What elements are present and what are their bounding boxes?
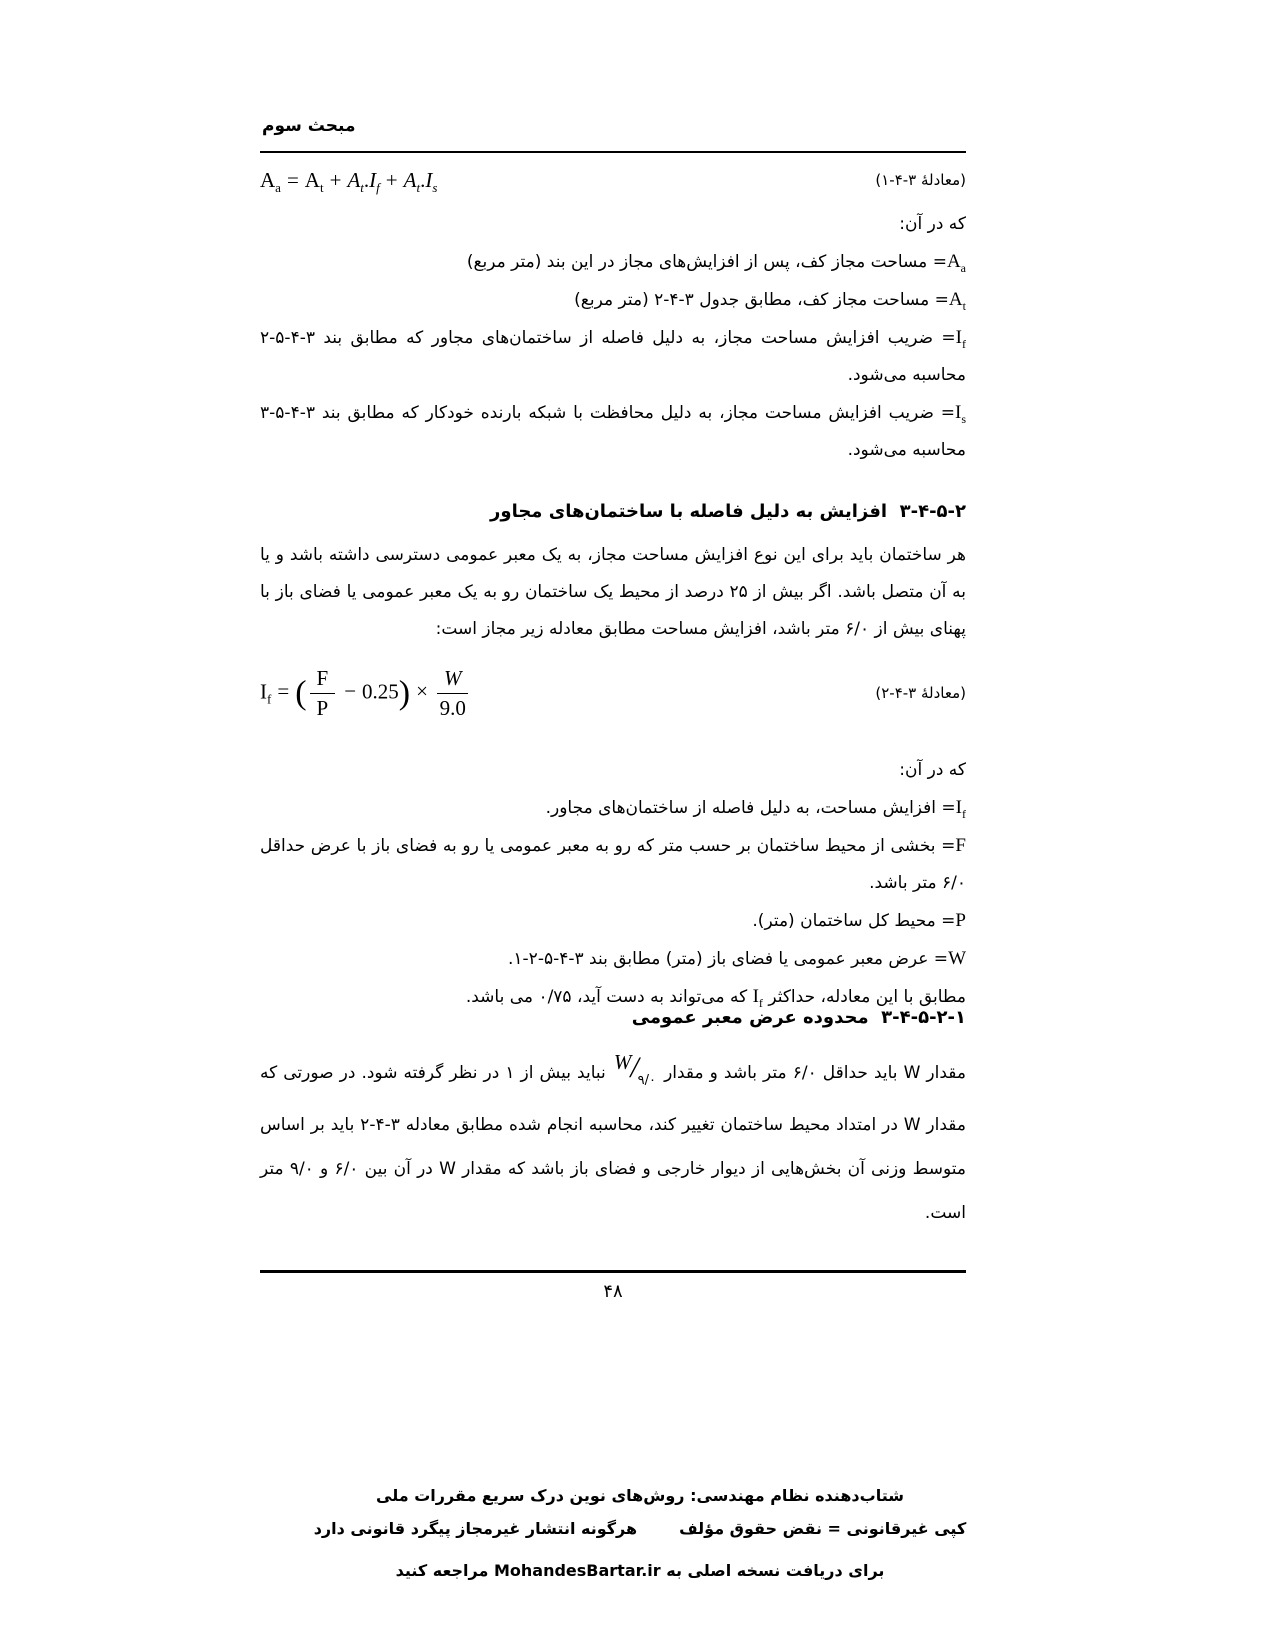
paragraph-text-a: مقدار W باید حداقل ۶/۰ متر باشد و مقدار	[664, 1063, 966, 1083]
open-paren: (	[295, 674, 307, 711]
paragraph-text-b: نباید بیش از ۱ در نظر گرفته شود. در صورتی که مقدار W در امتداد محیط ساختمان تغییر کند، محاسبه انجام شده مطابق معادله ۳-۴-۲ باید بر اساس متوسط وزنی آن بخش‌هایی از دیوار خارجی و فضای باز باشد که مقدار W در آن بین ۶/۰ و ۹/۰ متر است.	[260, 1063, 966, 1223]
fraction-F-over-P: $\frac{F}{P}$	[310, 666, 336, 721]
section-2-number: ۳-۴-۵-۲-۱	[881, 1007, 966, 1028]
section-2-paragraph	[260, 1040, 966, 1235]
header-divider	[260, 151, 966, 153]
variable-If: $I_f$	[752, 986, 763, 1010]
definition-W-text: = عرض معبر عمومی یا فضای باز (متر) مطابق بند ۳-۴-۵-۲-۱.	[507, 949, 949, 969]
close-paren: )	[398, 674, 411, 711]
promo-warning: هرگونه انتشار غیرمجاز پیگرد قانونی دارد	[313, 1519, 638, 1538]
section-1-paragraph: هر ساختمان باید برای این نوع افزایش مساحت مجاز، به یک معبر عمومی دسترسی داشته باشد و یا به آن متصل باشد. اگر بیش از ۲۵ درصد از محیط یک ساختمان رو به یک معبر عمومی یا فضای باز با پهنای بیش از ۶/۰ متر باشد، افزایش مساحت مطابق معادله زیر مجاز است:	[260, 545, 966, 639]
definition-Aa-text: = مساحت مجاز کف، پس از افزایش‌های مجاز در این بند (متر مربع)	[466, 252, 947, 272]
page-number: ۴۸	[603, 1281, 623, 1302]
equation-1-label: (معادلهٔ ۳-۴-۱)	[875, 171, 966, 189]
variable-F: F	[955, 835, 966, 856]
section-1-heading	[260, 501, 966, 522]
definition-If-text: = ضریب افزایش مساحت مجاز، به دلیل فاصله از ساختمان‌های مجاور که مطابق بند ۳-۴-۵-۲ محاسبه می‌شود.	[260, 328, 966, 385]
definition-P	[260, 902, 966, 940]
promo-line-3	[260, 1561, 1020, 1580]
chapter-title: مبحث سوم	[262, 116, 356, 136]
promo-line-1: شتاب‌دهنده نظام مهندسی: روش‌های نوین درک سریع مقررات ملی	[376, 1486, 904, 1505]
variable-At: $A_t$	[948, 289, 966, 313]
promo-copyright: کپی غیرقانونی = نقض حقوق مؤلف	[679, 1519, 967, 1538]
definition-Is-text: = ضریب افزایش مساحت مجاز، به دلیل محافظت با شبکه بارنده خودکار که مطابق بند ۳-۴-۵-۳ محاسبه می‌شود.	[260, 403, 966, 460]
definition-If2	[260, 789, 966, 827]
footer-divider	[260, 1270, 966, 1273]
note-text-before: مطابق با این معادله، حداکثر	[768, 987, 966, 1007]
definition-If	[260, 319, 966, 394]
definition-At-text: = مساحت مجاز کف، مطابق جدول ۳-۴-۲ (متر مربع)	[574, 290, 949, 310]
definition-P-text: = محیط کل ساختمان (متر).	[752, 911, 956, 931]
equation-2: $I_f$ = ( $\frac{F}{P}$ − 0.25) × $\frac{W}{9.0}$	[260, 666, 471, 721]
variable-Is: $I_s$	[955, 402, 966, 426]
note-text-after: که می‌تواند به دست آید، ۰/۷۵ می باشد.	[465, 987, 748, 1007]
definition-W	[260, 940, 966, 978]
definition-At	[260, 281, 966, 319]
equation-1: $A_a = A_t + A_t.I_f + A_t.I_s$	[260, 167, 438, 195]
section-2-heading	[260, 1007, 966, 1028]
promo-line-2	[260, 1519, 1020, 1538]
promo-site-suffix: مراجعه کنید	[395, 1561, 489, 1580]
definition-F-text: = بخشی از محیط ساختمان بر حسب متر که رو به معبر عمومی یا رو به فضای باز با عرض حداقل ۶/۰ متر باشد.	[260, 836, 966, 893]
definition-If2-text: = افزایش مساحت، به دلیل فاصله از ساختمان‌های مجاور.	[545, 798, 956, 818]
fraction-W-over-9: $\frac{W}{9.0}$	[437, 666, 469, 721]
variable-Aa: $A_a$	[946, 251, 966, 275]
definition-Aa	[260, 243, 966, 281]
promo-site-prefix: برای دریافت نسخه اصلی به	[666, 1561, 885, 1580]
variable-P: P	[955, 910, 966, 931]
site-name: MohandesBartar.ir	[493, 1561, 661, 1580]
variable-W: W	[948, 948, 966, 969]
section-1-title: افزایش به دلیل فاصله با ساختمان‌های مجاور	[490, 501, 888, 522]
variable-If: $I_f$	[955, 327, 966, 351]
definition-Is	[260, 394, 966, 469]
equation-2-row	[260, 646, 966, 740]
variable-If: $I_f$	[955, 797, 966, 821]
definition-F	[260, 827, 966, 902]
promo-footer	[260, 1486, 1020, 1580]
where-intro: که در آن:	[899, 214, 966, 234]
equation-1-definitions	[260, 206, 966, 469]
where-intro: که در آن:	[899, 760, 966, 780]
inline-fraction-W-over-9: $W/_{۹/۰}$	[613, 1050, 657, 1088]
equation-2-definitions	[260, 752, 966, 1016]
section-2-title: محدوده عرض معبر عمومی	[631, 1007, 869, 1028]
equation-1-row	[260, 160, 966, 200]
equation-2-label: (معادلهٔ ۳-۴-۲)	[875, 684, 966, 702]
section-1-number: ۳-۴-۵-۲	[899, 501, 966, 522]
